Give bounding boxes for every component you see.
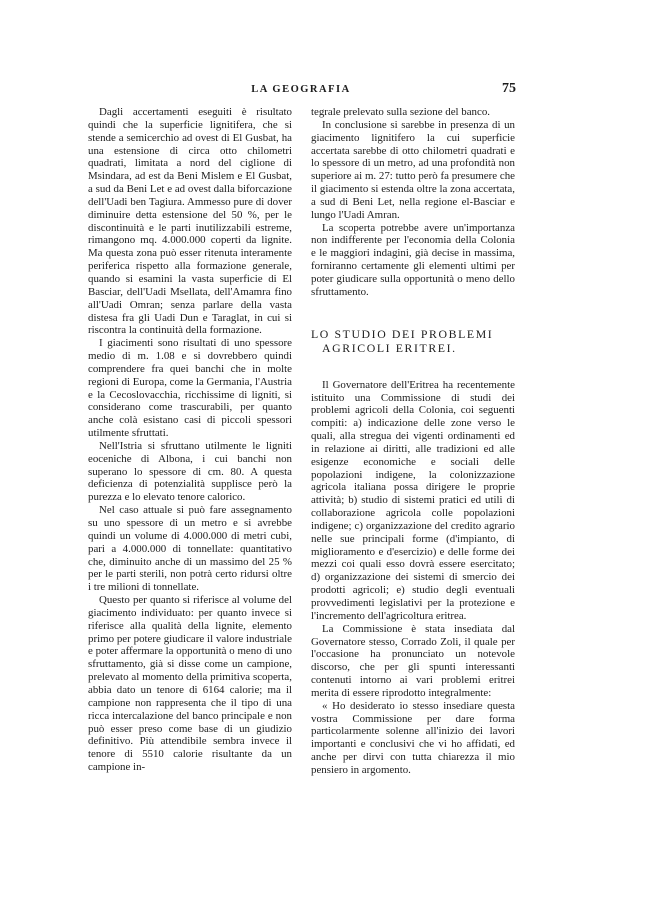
page-number: 75: [502, 81, 516, 96]
section-heading-line: LO STUDIO DEI PROBLEMI: [311, 326, 494, 341]
paragraph: La scoperta potrebbe avere un'importanza non indifferente per l'economia della Colonia e le maggiori indagini, già decise in massima, forniranno certamente gli elementi ultimi per poter giudicare sulla opportunità o meno dello sfruttamento.: [311, 221, 515, 298]
paragraph: Questo per quanto si riferisce al volume del giacimento individuato: per quanto invece si riferisce alla qualità della lignite, elemento primo per potere giudicare il valore industriale e poter affermare la opportunità o meno di uno sfruttamento, già si disse come un campione, prelevato al momento della primitiva scoperta, abbia dato un tenore di 6164 calorie; ma il campione non rappresenta che il tipo di una ricca intercalazione del banco principale e non può esser preso come base di un giudizio definitivo. Più attendibile sembra invece il tenore di 5510 calorie risultante da un campione in-: [88, 594, 292, 774]
section-heading: [311, 327, 515, 355]
paragraph-continuation: tegrale prelevato sulla sezione del banco.: [311, 106, 491, 118]
paragraph: Nel caso attuale si può fare assegnamento su uno spessore di un metro e si avrebbe quindi un volume di 4.000.000 di metri cubi, pari a 4.000.000 di tonnellate: quantitativo che, diminuito anche di un massimo del 25 % per le parti sterili, non potrà certo ridursi oltre i tre milioni di tonnellate.: [88, 504, 292, 594]
paragraph: « Ho desiderato io stesso insediare questa vostra Commissione per dare forma particolarmente solenne all'inizio dei lavori importanti e conclusivi che vi ho affidati, ed anche per dirvi con tutta chiarezza il mio pensiero in argomento.: [311, 699, 515, 776]
paragraph: I giacimenti sono risultati di uno spessore medio di m. 1.08 e si dovrebbero quindi comprendere fra quei banchi che in molte regioni di Europa, come la Germania, l'Austria e la Cecoslovacchia, ricchissime di ligniti, si considerano come trascurabili, per quanto anche colà esistano casi di piccoli spessori utilmente sfruttati.: [88, 337, 292, 440]
right-column: [311, 106, 515, 777]
paragraph: Dagli accertamenti eseguiti è risultato quindi che la superficie lignitifera, che si stende a semicerchio ad ovest di El Gusbat, ha una estensione di circa otto chilometri quadrati, limitata a nord del ciglione di Msindara, ad est da Beni Mislem e El Gusbat, a sud da Beni Let e ad ovest dalla biforcazione dell'Uadi ben Tagiura. Ammesso pure di dover diminuire detta estensione del 50 %, per le discontinuità e le parti inutilizzabili estreme, rimangono mq. 4.000.000 coperti da lignite. Ma questa zona può esser ritenuta interamente periferica rispetto alla formazione generale, quando si esamini la vasta superficie di El Basciar, dell'Uadi Msellata, dell'Amamra fino all'Uadi Omran; senza parlare della vasta distesa fra gli Uadi Dun e Taraglat, in cui si riscontra la continuità della formazione.: [88, 106, 292, 337]
paragraph: Nell'Istria si sfruttano utilmente le ligniti eoceniche di Albona, i cui banchi non superano lo spessore di cm. 80. A questa deficienza di potenzialità supplisce però la purezza e lo elevato tenore calorico.: [88, 439, 292, 504]
section-heading-line: AGRICOLI ERITREI.: [322, 340, 457, 355]
paragraph: Il Governatore dell'Eritrea ha recentemente istituito una Commissione di studi dei problemi agricoli della Colonia, coi seguenti compiti: a) indicazione delle zone verso le quali, alla stregua dei vigenti ordinamenti ed in relazione ai diritti, alle tradizioni ed alle esigenze economiche e sociali delle popolazioni indigene, la colonizzazione agricola italiana possa dirigere le proprie attività; b) studio di sistemi pratici ed utili di collaborazione agricola colle popolazioni indigene; c) organizzazione del credito agrario nelle sue principali forme (d'impianto, di miglioramento e d'esercizio) e delle forme dei mezzi coi quali esso dovrà essere esercitato; d) organizzazione dei sistemi di smercio dei prodotti agricoli; e) studio degli eventuali provvedimenti legislativi per la protezione e l'incremento dell'agricoltura eritrea.: [311, 378, 515, 622]
left-column: [88, 106, 292, 774]
paragraph: In conclusione si sarebbe in presenza di un giacimento lignitifero la cui superficie accertata sarebbe di otto chilometri quadrati e lo spessore di un metro, ad una profondità non superiore ai m. 27: tutto però fa presumere che il giacimento si estenda oltre la zona accertata, a sud di Beni Let, nella regione el-Basciar e lungo l'Uadi Amran.: [311, 118, 515, 221]
running-title: LA GEOGRAFIA: [251, 84, 351, 95]
paragraph: La Commissione è stata insediata dal Governatore stesso, Corrado Zoli, il quale per l'occasione ha pronunciato un notevole discorso, che per gli spunti interessanti contenuti intorno ai vari problemi eritrei merita di essere riprodotto integralmente:: [311, 622, 515, 699]
